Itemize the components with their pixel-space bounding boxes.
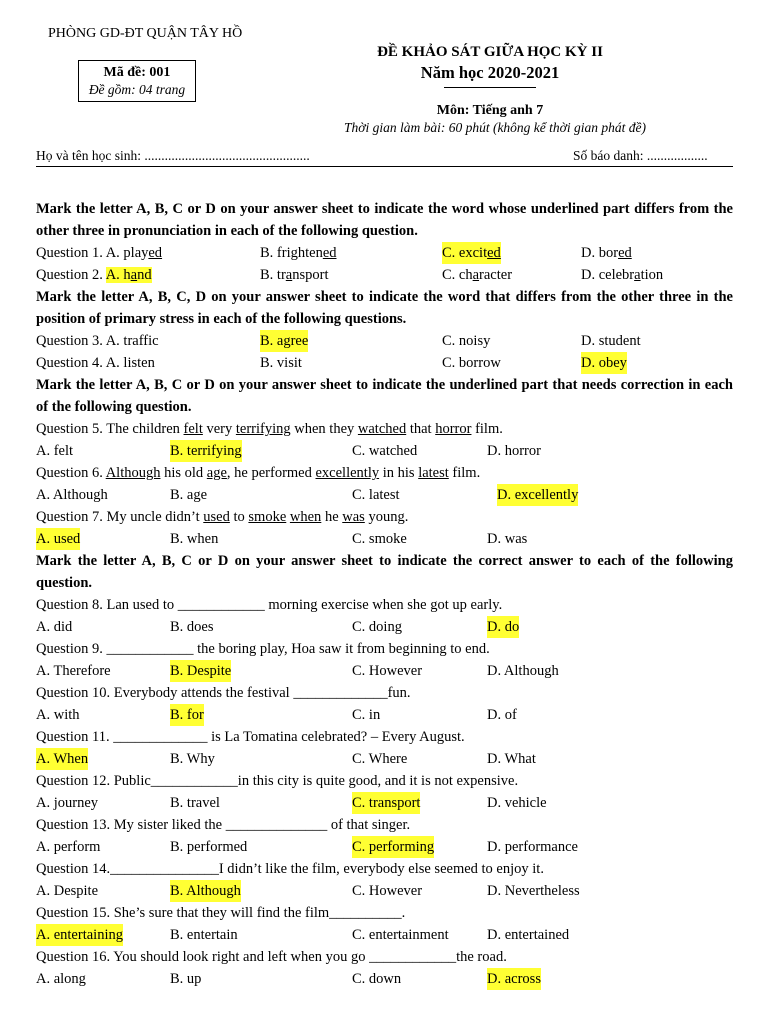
question-3 xyxy=(36,330,733,352)
question-11-b: B. Why xyxy=(170,751,215,767)
question-3-c: C. noisy xyxy=(442,333,491,349)
question-5-b-answer: B. terrifying xyxy=(170,440,242,462)
question-15-a-answer: A. entertaining xyxy=(36,924,123,946)
question-7-c: C. smoke xyxy=(352,531,407,547)
question-9-options xyxy=(36,660,733,682)
page-count: Đề gồm: 04 trang xyxy=(88,82,186,97)
question-9-c: C. However xyxy=(352,663,423,679)
question-11-a-answer: A. When xyxy=(36,748,88,770)
question-16-b: B. up xyxy=(170,971,202,987)
section-3-instruction: Mark the letter A, B, C or D on your answer sheet to indicate the underlined part that needs correction in each of the following question. xyxy=(36,377,733,415)
exam-code: Mã đề: 001 xyxy=(103,65,171,80)
question-4-b: B. visit xyxy=(260,355,302,371)
question-8-d-answer: D. do xyxy=(487,616,519,638)
question-15-b: B. entertain xyxy=(170,927,238,943)
exam-title: ĐỀ KHẢO SÁT GIỮA HỌC KỲ II xyxy=(377,44,603,60)
question-7-stem: Question 7. My uncle didn’t used to smoke when he was young. xyxy=(36,509,409,525)
question-8-c: C. doing xyxy=(352,619,402,635)
question-13-b: B. performed xyxy=(170,839,248,855)
question-10-options xyxy=(36,704,733,726)
question-10-stem: Question 10. Everybody attends the festival _____________fun. xyxy=(36,685,411,701)
question-2 xyxy=(36,264,733,286)
subject: Môn: Tiếng anh 7 xyxy=(436,103,544,118)
question-3-b-answer: B. agree xyxy=(260,330,308,352)
question-15-stem: Question 15. She’s sure that they will find the film__________. xyxy=(36,905,406,921)
exam-content xyxy=(36,198,733,990)
question-9-a: A. Therefore xyxy=(36,663,111,679)
school-year: Năm học 2020-2021 xyxy=(420,63,560,82)
question-10-b-answer: B. for xyxy=(170,704,204,726)
time-note: Thời gian làm bài: 60 phút (không kể thời gian phát đề) xyxy=(343,120,646,135)
question-8-stem: Question 8. Lan used to ____________ morning exercise when she got up early. xyxy=(36,597,503,613)
question-11-options xyxy=(36,748,733,770)
question-6-b: B. age xyxy=(170,487,208,503)
question-5-options xyxy=(36,440,733,462)
question-11-d: D. What xyxy=(487,751,536,767)
question-4-c: C. borrow xyxy=(442,355,501,371)
student-name-field: Họ và tên học sinh: ................................................. xyxy=(36,148,310,163)
question-5-a: A. felt xyxy=(36,443,74,459)
question-16-d-answer: D. across xyxy=(487,968,541,990)
question-7-d: D. was xyxy=(487,531,528,547)
question-12-c-answer: C. transport xyxy=(352,792,420,814)
question-4-d-answer: D. obey xyxy=(581,352,627,374)
candidate-number-field: Số báo danh: .................. xyxy=(573,148,708,163)
question-4-a: Question 4. A. listen xyxy=(36,355,155,371)
question-2-b: B. transport xyxy=(260,267,329,283)
question-15-options xyxy=(36,924,733,946)
question-14-c: C. However xyxy=(352,883,423,899)
question-6-d-answer: D. excellently xyxy=(497,484,578,506)
question-14-d: D. Nevertheless xyxy=(487,883,580,899)
question-13-a: A. perform xyxy=(36,839,101,855)
question-7-options xyxy=(36,528,733,550)
question-5-stem: Question 5. The children felt very terrifying when they watched that horror film. xyxy=(36,421,503,437)
question-3-a: Question 3. A. traffic xyxy=(36,333,159,349)
question-13-c-answer: C. performing xyxy=(352,836,434,858)
question-11-stem: Question 11. _____________ is La Tomatina celebrated? – Every August. xyxy=(36,729,465,745)
question-12-d: D. vehicle xyxy=(487,795,547,811)
question-10-a: A. with xyxy=(36,707,80,723)
question-1 xyxy=(36,242,733,264)
question-16-options xyxy=(36,968,733,990)
section-1-instruction: Mark the letter A, B, C or D on your answer sheet to indicate the word whose underlined part differs from the other three in pronunciation in each of the following question. xyxy=(36,201,733,239)
question-14-b-answer: B. Although xyxy=(170,880,241,902)
question-6-options xyxy=(36,484,733,506)
question-9-stem: Question 9. ____________ the boring play, Hoa saw it from beginning to end. xyxy=(36,641,490,657)
question-15-c: C. entertainment xyxy=(352,927,449,943)
question-1-c-answer: C. excited xyxy=(442,242,501,264)
question-16-c: C. down xyxy=(352,971,402,987)
year-underline xyxy=(444,87,536,88)
question-4 xyxy=(36,352,733,374)
section-2-instruction: Mark the letter A, B, C, D on your answer sheet to indicate the word that differs from the other three in the position of primary stress in each of the following questions. xyxy=(36,289,733,327)
question-16-stem: Question 16. You should look right and left when you go ____________the road. xyxy=(36,949,507,965)
question-6-c: C. latest xyxy=(352,487,400,503)
exam-code-box xyxy=(78,60,196,102)
question-13-stem: Question 13. My sister liked the ______________ of that singer. xyxy=(36,817,411,833)
question-6-a: A. Although xyxy=(36,487,108,503)
question-1-d: D. bored xyxy=(581,245,632,261)
question-12-b: B. travel xyxy=(170,795,220,811)
question-2-a: Question 2. A. hand xyxy=(36,267,152,283)
question-9-d: D. Although xyxy=(487,663,559,679)
question-6-stem: Question 6. Although his old age, he performed excellently in his latest film. xyxy=(36,465,481,481)
question-15-d: D. entertained xyxy=(487,927,570,943)
question-13-options xyxy=(36,836,733,858)
question-9-b-answer: B. Despite xyxy=(170,660,231,682)
question-8-options xyxy=(36,616,733,638)
header-divider xyxy=(36,166,733,167)
question-8-a: A. did xyxy=(36,619,73,635)
question-2-d: D. celebration xyxy=(581,267,664,283)
question-12-a: A. journey xyxy=(36,795,99,811)
question-1-b: B. frightened xyxy=(260,245,337,261)
question-10-c: C. in xyxy=(352,707,381,723)
question-12-stem: Question 12. Public____________in this city is quite good, and it is not expensive. xyxy=(36,773,519,789)
question-7-a-answer: A. used xyxy=(36,528,80,550)
question-16-a: A. along xyxy=(36,971,86,987)
question-2-c: C. character xyxy=(442,267,513,283)
question-7-b: B. when xyxy=(170,531,219,547)
question-14-a: A. Despite xyxy=(36,883,99,899)
question-14-options xyxy=(36,880,733,902)
question-11-c: C. Where xyxy=(352,751,408,767)
question-14-stem: Question 14._______________I didn’t like the film, everybody else seemed to enjoy it. xyxy=(36,861,544,877)
question-3-d: D. student xyxy=(581,333,641,349)
question-10-d: D. of xyxy=(487,707,517,723)
section-4-instruction: Mark the letter A, B, C or D on your answer sheet to indicate the correct answer to each of the following question. xyxy=(36,553,733,591)
question-12-options xyxy=(36,792,733,814)
question-1-a: Question 1. A. played xyxy=(36,245,163,261)
question-5-c: C. watched xyxy=(352,443,418,459)
question-8-b: B. does xyxy=(170,619,214,635)
department-name: PHÒNG GD-ĐT QUẬN TÂY HỒ xyxy=(48,26,243,41)
question-5-d: D. horror xyxy=(487,443,541,459)
question-13-d: D. performance xyxy=(487,839,578,855)
